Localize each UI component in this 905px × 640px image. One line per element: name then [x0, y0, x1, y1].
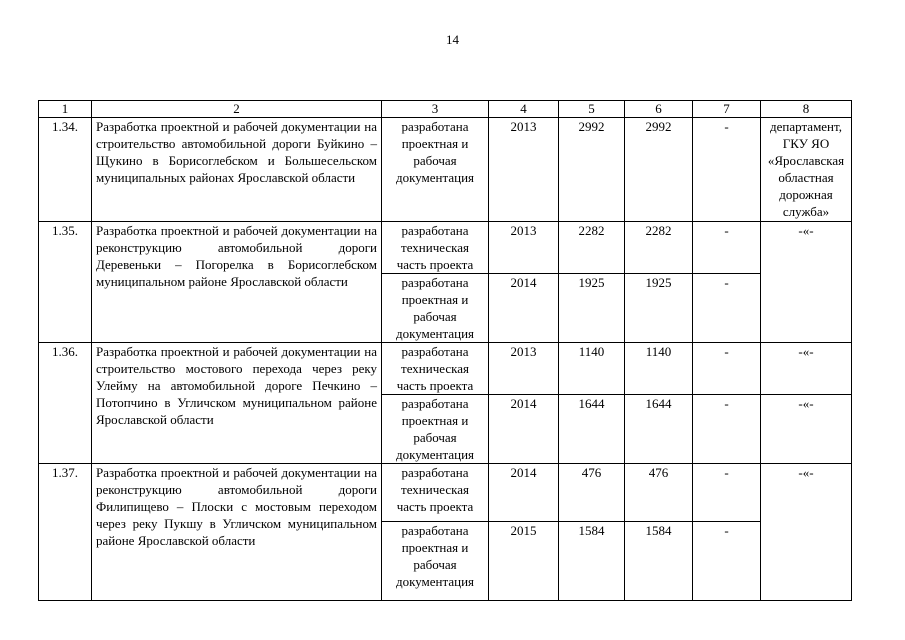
row-description: Разработка проектной и рабочей документации на реконструкцию автомобильной дороги Филипищево – Плоски с мостовым переходом через реку Пукшу в Угличском муниципальном районе Ярославской области [92, 464, 382, 601]
column-header: 4 [489, 101, 559, 118]
stage-col7: - [693, 464, 761, 522]
page-number: 14 [446, 32, 459, 47]
stage-col6: 1584 [625, 522, 693, 601]
stage-col5: 476 [559, 464, 625, 522]
stage-col5: 2992 [559, 118, 625, 222]
stage-year: 2014 [489, 464, 559, 522]
stage-result: разработана техническая часть проекта [382, 222, 489, 274]
stage-col7: - [693, 274, 761, 343]
column-header: 3 [382, 101, 489, 118]
row-executor: -«- [761, 222, 852, 343]
stage-col7: - [693, 118, 761, 222]
stage-col6: 1925 [625, 274, 693, 343]
stage-year: 2014 [489, 274, 559, 343]
stage-result: разработана проектная и рабочая документация [382, 118, 489, 222]
stage-year: 2015 [489, 522, 559, 601]
stage-result: разработана проектная и рабочая документация [382, 522, 489, 601]
table-row [39, 222, 852, 274]
stage-col6: 476 [625, 464, 693, 522]
row-description: Разработка проектной и рабочей документации на реконструкцию автомобильной дороги Деревеньки – Погорелка в Борисоглебском муниципальном районе Ярославской области [92, 222, 382, 343]
stage-col6: 1140 [625, 343, 693, 395]
stage-year: 2013 [489, 222, 559, 274]
stage-year: 2013 [489, 343, 559, 395]
stage-col7: - [693, 343, 761, 395]
row-number: 1.37. [39, 464, 92, 601]
stage-year: 2014 [489, 395, 559, 464]
row-number: 1.35. [39, 222, 92, 343]
column-header: 6 [625, 101, 693, 118]
column-header: 8 [761, 101, 852, 118]
stage-col7: - [693, 522, 761, 601]
table-row [39, 118, 852, 222]
program-table [38, 100, 852, 601]
row-description: Разработка проектной и рабочей документации на строительство мостового перехода через реку Улейму на автомобильной дороге Печкино – Потопчино в Угличском муниципальном районе Ярославской области [92, 343, 382, 464]
stage-col7: - [693, 222, 761, 274]
stage-col5: 1584 [559, 522, 625, 601]
row-description: Разработка проектной и рабочей документации на строительство автомобильной дороги Буйкино – Щукино в Борисоглебском и Большесельском муниципальных районах Ярославской области [92, 118, 382, 222]
stage-col7: - [693, 395, 761, 464]
stage-col6: 2282 [625, 222, 693, 274]
stage-col6: 2992 [625, 118, 693, 222]
column-header: 1 [39, 101, 92, 118]
stage-col5: 1644 [559, 395, 625, 464]
stage-year: 2013 [489, 118, 559, 222]
row-number: 1.36. [39, 343, 92, 464]
table-row [39, 464, 852, 522]
stage-result: разработана проектная и рабочая документация [382, 274, 489, 343]
row-executor: департамент, ГКУ ЯО «Ярославская областная дорожная служба» [761, 118, 852, 222]
stage-col5: 1925 [559, 274, 625, 343]
row-executor: -«- [761, 464, 852, 601]
stage-col5: 1140 [559, 343, 625, 395]
row-executor: -«- [761, 395, 852, 464]
row-executor: -«- [761, 343, 852, 395]
column-header: 2 [92, 101, 382, 118]
stage-col6: 1644 [625, 395, 693, 464]
stage-result: разработана проектная и рабочая документация [382, 395, 489, 464]
stage-col5: 2282 [559, 222, 625, 274]
header-row [39, 101, 852, 118]
column-header: 5 [559, 101, 625, 118]
table-row [39, 343, 852, 395]
stage-result: разработана техническая часть проекта [382, 343, 489, 395]
row-number: 1.34. [39, 118, 92, 222]
stage-result: разработана техническая часть проекта [382, 464, 489, 522]
column-header: 7 [693, 101, 761, 118]
